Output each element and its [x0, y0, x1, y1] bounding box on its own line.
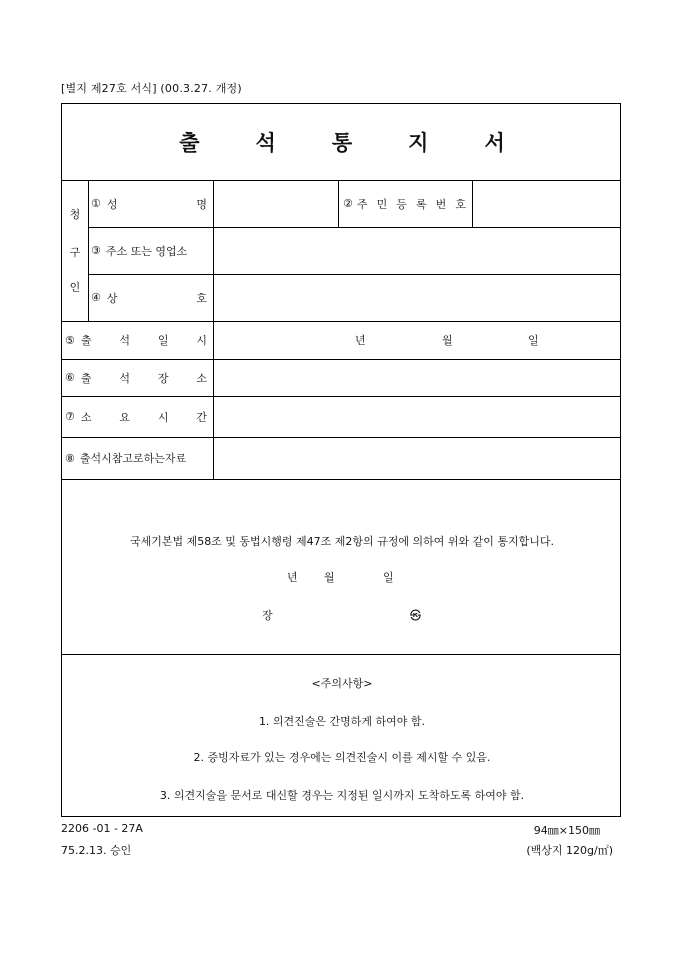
address-field[interactable]: [214, 227, 621, 274]
label-char: 록: [415, 197, 427, 211]
reference-label: [62, 437, 213, 479]
attendance-notice-form: [61, 103, 621, 817]
form-code: 2206 -01 - 27A: [61, 822, 143, 835]
approval-date: 75.2.13. 승인: [61, 844, 132, 857]
address-label: [89, 227, 213, 274]
label-number: ③: [91, 244, 101, 257]
label-number: ②: [343, 197, 353, 210]
label-number: ⑦: [65, 410, 75, 423]
label-char: 소: [80, 410, 92, 424]
resident-no-field[interactable]: [473, 180, 621, 227]
notice-year-unit: 년: [287, 571, 298, 584]
label-char: 석: [119, 334, 130, 347]
label-char: 상: [106, 291, 118, 305]
notice-day-unit: 일: [383, 571, 394, 584]
duration-field[interactable]: [214, 396, 621, 437]
document-title: [62, 104, 622, 180]
paper-spec: (백상지 120g/㎡): [526, 844, 613, 857]
datetime-field[interactable]: [214, 321, 621, 359]
form-header: [별지 제27호 서식] (00.3.27. 개정): [61, 82, 242, 95]
label-text: 주소 또는 영업소: [105, 244, 188, 258]
label-char: 장: [157, 371, 169, 385]
title-char: 지: [408, 131, 429, 155]
notice-statement: 국세기본법 제58조 및 동법시행령 제47조 제2항의 규정에 의하여 위와 같이 통지합니다.: [129, 535, 555, 548]
applicant-label: 청: [69, 208, 81, 221]
label-char: 민: [376, 197, 388, 211]
label-char: 출: [80, 371, 92, 385]
name-label: [89, 180, 213, 227]
applicant-label: 구: [69, 246, 81, 259]
label-char: 시: [196, 334, 207, 347]
resident-no-label: [339, 180, 472, 227]
label-text: 출석시참고로하는자료: [79, 452, 187, 465]
name-field[interactable]: [214, 180, 338, 227]
label-number: ⑤: [65, 333, 75, 347]
place-label: [62, 359, 213, 396]
label-char: 일: [157, 334, 169, 347]
label-char: 번: [435, 197, 447, 211]
label-char: 호: [196, 291, 207, 305]
label-char: 간: [196, 410, 207, 424]
title-char: 석: [255, 131, 276, 155]
caution-item: 3. 의견지술을 문서로 대신할 경우는 지정된 일시까지 도착하도록 하여야 함.: [159, 789, 525, 802]
title-char: 통: [331, 131, 353, 155]
label-char: 성: [106, 197, 118, 211]
label-number: ⑧: [65, 451, 75, 465]
title-char: 출: [179, 131, 200, 155]
reference-field[interactable]: [214, 437, 621, 479]
trade-name-field[interactable]: [214, 274, 621, 321]
label-number: ④: [91, 291, 101, 304]
month-unit: 월: [442, 334, 453, 347]
caution-item: 2. 증빙자료가 있는 경우에는 의견진술시 이를 제시할 수 있음.: [193, 751, 491, 764]
label-number: ①: [91, 197, 101, 210]
trade-name-label: [89, 274, 213, 321]
title-char: 서: [484, 131, 505, 155]
label-char: 출: [80, 334, 92, 347]
label-char: 주: [356, 197, 368, 211]
label-char: 호: [455, 197, 466, 211]
signer-title: 장: [262, 609, 273, 622]
label-char: 시: [157, 410, 169, 424]
label-char: 등: [396, 197, 407, 211]
label-char: 요: [119, 410, 130, 424]
datetime-label: [62, 321, 213, 359]
notice-month-unit: 월: [324, 571, 335, 584]
label-char: 명: [196, 197, 207, 211]
paper-size: 94㎜×150㎜: [533, 824, 600, 837]
day-unit: 일: [528, 334, 539, 347]
label-char: 석: [119, 371, 130, 385]
seal-mark: ㉿: [410, 609, 421, 622]
caution-item: 1. 의견진술은 간명하게 하여야 함.: [258, 715, 426, 728]
label-char: 소: [196, 371, 207, 385]
duration-label: [62, 396, 213, 437]
place-field[interactable]: [214, 359, 621, 396]
year-unit: 년: [355, 334, 366, 347]
label-number: ⑥: [65, 371, 75, 384]
cautions-heading: <주의사항>: [311, 677, 373, 690]
applicant-label: 인: [69, 281, 81, 294]
